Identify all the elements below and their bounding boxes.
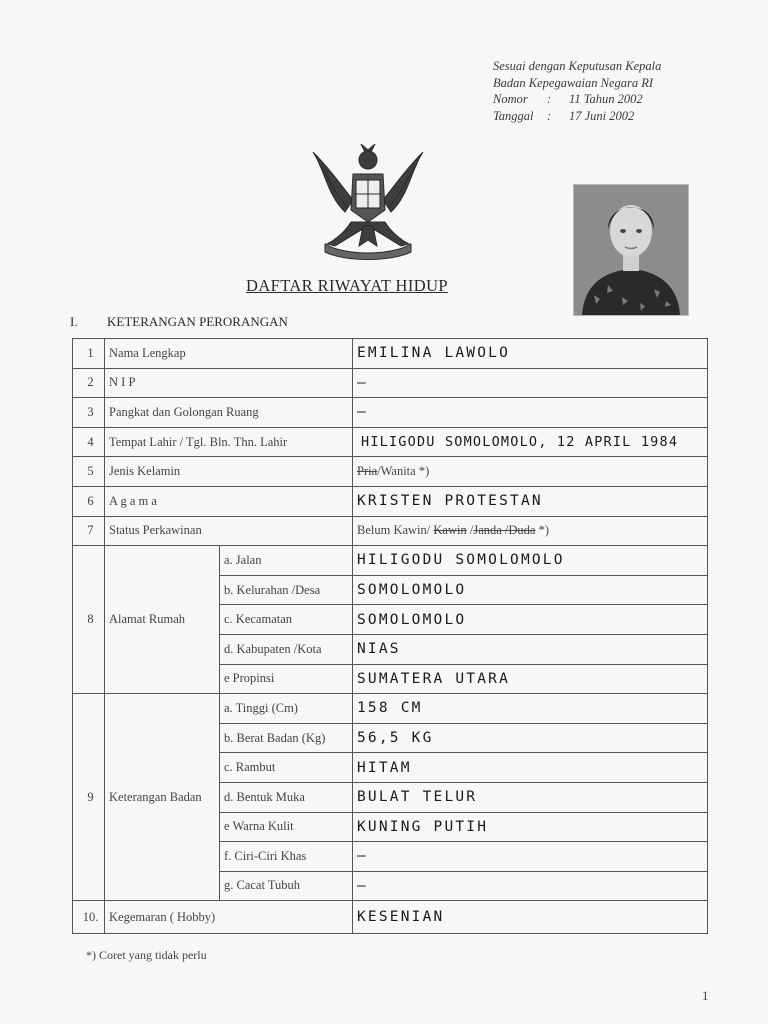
decree-nomor-colon: : <box>547 92 552 106</box>
row-number: 9 <box>73 694 105 901</box>
option-text: *) <box>535 523 550 538</box>
table-row <box>73 486 708 516</box>
sub-field-label: b. Berat Badan (Kg) <box>220 723 353 753</box>
option-struck: Janda /Duda <box>473 523 536 538</box>
decree-reference <box>493 58 661 124</box>
option-struck: Kawin <box>433 523 467 538</box>
field-value: – <box>353 398 708 428</box>
field-value <box>353 516 708 546</box>
field-label: Kegemaran ( Hobby) <box>105 901 353 934</box>
field-label: Tempat Lahir / Tgl. Bln. Thn. Lahir <box>105 427 353 457</box>
sub-field-label: a. Jalan <box>220 546 353 576</box>
decree-nomor <box>493 91 661 108</box>
row-number: 2 <box>73 368 105 398</box>
section-label: KETERANGAN PERORANGAN <box>107 314 288 329</box>
page-title: DAFTAR RIWAYAT HIDUP <box>246 276 448 295</box>
field-value: SOMOLOMOLO <box>353 575 708 605</box>
field-value: HILIGODU SOMOLOMOLO, 12 APRIL 1984 <box>353 427 708 457</box>
decree-line-1: Sesuai dengan Keputusan Kepala <box>493 59 662 73</box>
table-row <box>73 398 708 428</box>
field-label: Pangkat dan Golongan Ruang <box>105 398 353 428</box>
sub-field-label: b. Kelurahan /Desa <box>220 575 353 605</box>
decree-tanggal-label: Tanggal <box>493 108 534 123</box>
table-row <box>73 339 708 369</box>
field-label: Status Perkawinan <box>105 516 353 546</box>
group-label: Alamat Rumah <box>105 546 220 694</box>
field-value: EMILINA LAWOLO <box>353 339 708 369</box>
sub-field-label: c. Kecamatan <box>220 605 353 635</box>
footnote: *) Coret yang tidak perlu <box>86 948 207 962</box>
field-value: KRISTEN PROTESTAN <box>353 486 708 516</box>
group-label: Keterangan Badan <box>105 694 220 901</box>
field-value: SUMATERA UTARA <box>353 664 708 694</box>
sub-field-label: f. Ciri-Ciri Khas <box>220 842 353 872</box>
field-value: – <box>353 871 708 901</box>
sub-field-label: d. Bentuk Muka <box>220 782 353 812</box>
decree-nomor-label: Nomor <box>493 92 528 106</box>
field-value: – <box>353 368 708 398</box>
personal-info-table <box>72 338 708 934</box>
decree-line-2: Badan Kepegawaian Negara RI <box>493 75 654 90</box>
garuda-emblem-icon <box>305 140 431 262</box>
garuda-emblem <box>305 140 431 262</box>
row-number: 7 <box>73 516 105 546</box>
sub-field-label: c. Rambut <box>220 753 353 783</box>
field-value: NIAS <box>353 634 708 664</box>
page-number: 1 <box>702 988 709 1003</box>
passport-photo <box>573 184 689 316</box>
field-value: BULAT TELUR <box>353 782 708 812</box>
table-row <box>73 516 708 546</box>
row-number: 10. <box>73 901 105 934</box>
table-row <box>73 427 708 457</box>
table-row <box>73 368 708 398</box>
field-label: N I P <box>105 368 353 398</box>
field-value <box>353 457 708 487</box>
field-label: Jenis Kelamin <box>105 457 353 487</box>
field-value: 56,5 KG <box>353 723 708 753</box>
option-text: /Wanita *) <box>377 464 430 479</box>
decree-tanggal-value: 17 Juni 2002 <box>569 108 635 123</box>
field-label: A g a m a <box>105 486 353 516</box>
decree-nomor-value: 11 Tahun 2002 <box>569 92 643 106</box>
field-value: 158 CM <box>353 694 708 724</box>
row-number: 3 <box>73 398 105 428</box>
sub-field-label: e Propinsi <box>220 664 353 694</box>
person-photo-icon <box>574 185 688 315</box>
decree-tanggal <box>493 108 661 125</box>
field-value: HILIGODU SOMOLOMOLO <box>353 546 708 576</box>
row-number: 1 <box>73 339 105 369</box>
table-row <box>73 694 708 724</box>
row-number: 4 <box>73 427 105 457</box>
table-row <box>73 457 708 487</box>
table-row <box>73 901 708 934</box>
field-value: SOMOLOMOLO <box>353 605 708 635</box>
row-number: 5 <box>73 457 105 487</box>
section-number: I. <box>70 314 78 329</box>
sub-field-label: g. Cacat Tubuh <box>220 871 353 901</box>
option-text: / <box>466 523 474 538</box>
sub-field-label: a. Tinggi (Cm) <box>220 694 353 724</box>
field-value: KUNING PUTIH <box>353 812 708 842</box>
row-number: 6 <box>73 486 105 516</box>
field-value: KESENIAN <box>353 901 708 934</box>
row-number: 8 <box>73 546 105 694</box>
option-text: Belum Kawin/ <box>357 523 434 538</box>
field-label: Nama Lengkap <box>105 339 353 369</box>
section-heading <box>70 314 288 330</box>
decree-tanggal-colon: : <box>547 108 552 123</box>
sub-field-label: d. Kabupaten /Kota <box>220 634 353 664</box>
sub-field-label: e Warna Kulit <box>220 812 353 842</box>
field-value: HITAM <box>353 753 708 783</box>
option-struck: Pria <box>357 464 378 479</box>
field-value: – <box>353 842 708 872</box>
table-row <box>73 546 708 576</box>
